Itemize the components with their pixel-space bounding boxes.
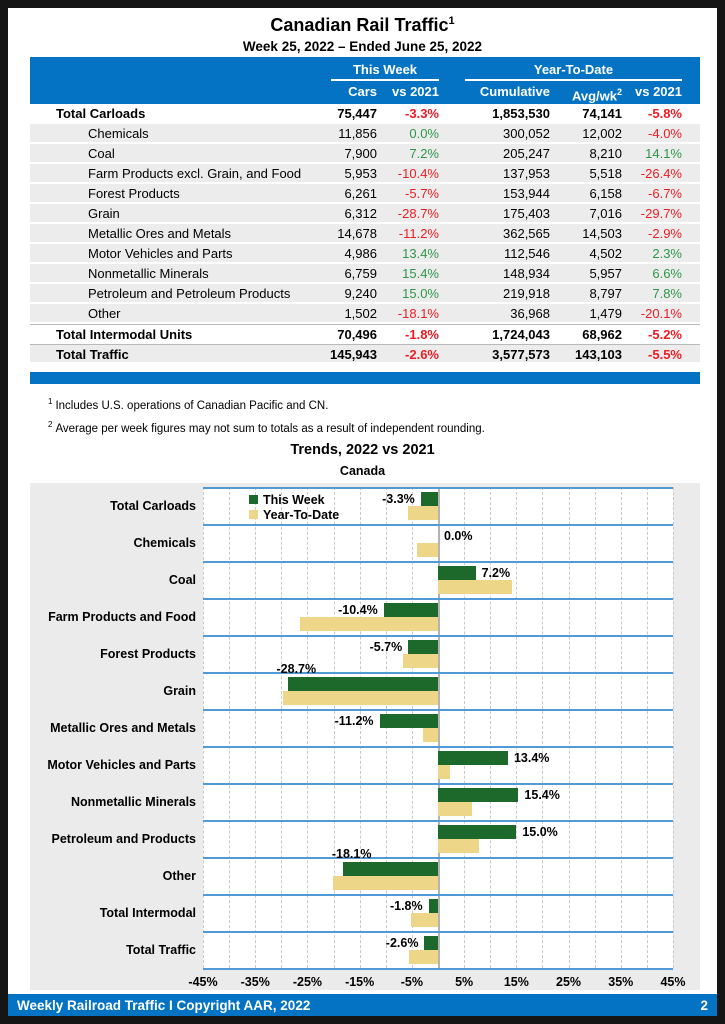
year-to-date-group-header: Year-To-Date — [465, 62, 682, 81]
gridline — [673, 487, 674, 968]
category-label: Total Intermodal — [99, 905, 196, 920]
chart-band — [203, 709, 673, 746]
row-label: Forest Products — [88, 186, 180, 201]
table-row — [30, 144, 700, 164]
year-to-date-bar — [411, 913, 438, 927]
chart-band — [203, 598, 673, 635]
footnote-marker: 2 — [48, 419, 53, 429]
chart-band — [203, 894, 673, 931]
row-label: Total Intermodal Units — [56, 327, 193, 342]
cumulative-value: 219,918 — [503, 286, 550, 301]
cumulative-value: 36,968 — [510, 306, 550, 321]
cumulative-value: 153,944 — [503, 186, 550, 201]
category-label: Forest Products — [100, 646, 196, 661]
footer-text: Weekly Railroad Traffic I Copyright AAR, 2022 — [17, 997, 311, 1013]
ytd-vs2021-value: -29.7% — [640, 206, 682, 221]
row-label: Total Traffic — [56, 347, 129, 362]
week-vs2021-column-header: vs 2021 — [392, 84, 439, 99]
ytd-vs2021-value: -26.4% — [640, 166, 682, 181]
avg-wk-value: 14,503 — [582, 226, 622, 241]
table-body — [30, 104, 700, 364]
cumulative-value: 362,565 — [503, 226, 550, 241]
this-week-bar — [424, 936, 438, 950]
this-week-bar — [438, 825, 516, 839]
cars-value: 6,261 — [344, 186, 377, 201]
cumulative-value: 1,724,043 — [492, 327, 550, 342]
week-vs2021-value: -10.4% — [397, 166, 439, 181]
category-label: Chemicals — [133, 535, 196, 550]
ytd-vs2021-value: -20.1% — [640, 306, 682, 321]
page-title-text: Canadian Rail Traffic — [270, 15, 449, 35]
bar-value-label: 15.4% — [524, 788, 560, 802]
ytd-vs2021-value: -2.9% — [648, 226, 682, 241]
footnote: $^2$ Average per week figures may not sum to totals as a result of independent rounding. — [48, 419, 485, 435]
avg-wk-value: 5,518 — [589, 166, 622, 181]
this-week-bar — [438, 788, 518, 802]
cars-value: 14,678 — [337, 226, 377, 241]
row-label: Farm Products excl. Grain, and Food — [88, 166, 302, 181]
cars-value: 6,312 — [344, 206, 377, 221]
week-vs2021-value: -28.7% — [397, 206, 439, 221]
bar-value-label: -11.2% — [334, 714, 374, 728]
chart-band — [203, 783, 673, 820]
year-to-date-bar — [438, 802, 472, 816]
chart-plot-area — [203, 487, 673, 970]
this-week-bar — [288, 677, 438, 691]
week-vs2021-value: 15.4% — [402, 266, 439, 281]
avg-wk-value: 7,016 — [589, 206, 622, 221]
row-label: Motor Vehicles and Parts — [88, 246, 233, 261]
bar-value-label: -5.7% — [369, 640, 403, 654]
cumulative-value: 175,403 — [503, 206, 550, 221]
this-week-swatch-icon — [249, 495, 258, 504]
year-to-date-bar — [300, 617, 438, 631]
cars-value: 7,900 — [344, 146, 377, 161]
category-label: Other — [162, 868, 196, 883]
table-row — [30, 264, 700, 284]
cumulative-value: 148,934 — [503, 266, 550, 281]
table-row — [30, 124, 700, 144]
table-row — [30, 324, 700, 344]
this-week-bar — [438, 751, 508, 765]
bar-value-label: -18.1% — [331, 847, 372, 861]
chart-band — [203, 931, 673, 968]
year-to-date-bar — [417, 543, 438, 557]
x-tick-label: -5% — [400, 975, 423, 989]
cumulative-value: 3,577,573 — [492, 347, 550, 362]
x-tick-label: -25% — [292, 975, 323, 989]
this-week-bar — [380, 714, 438, 728]
chart-category-labels — [30, 487, 196, 968]
row-label: Other — [88, 306, 121, 321]
bar-value-label: -2.6% — [385, 936, 419, 950]
bar-value-label: -3.3% — [382, 492, 415, 506]
this-week-bar — [384, 603, 438, 617]
week-vs2021-value: -18.1% — [397, 306, 439, 321]
row-label: Nonmetallic Minerals — [88, 266, 209, 281]
traffic-table — [30, 57, 700, 364]
year-to-date-swatch-icon — [249, 510, 258, 519]
ytd-vs2021-value: 7.8% — [652, 286, 682, 301]
row-label: Grain — [88, 206, 120, 221]
week-vs2021-value: 13.4% — [402, 246, 439, 261]
week-vs2021-value: -3.3% — [405, 106, 439, 121]
ytd-vs2021-column-header: vs 2021 — [635, 84, 682, 99]
legend-item-ytd — [249, 507, 339, 522]
chart-band — [203, 746, 673, 783]
footnotes — [48, 397, 485, 443]
chart-title: Trends, 2022 vs 2021 — [290, 442, 435, 458]
chart-band — [203, 847, 673, 894]
ytd-vs2021-value: -5.2% — [648, 327, 682, 342]
x-tick-label: 45% — [660, 975, 686, 989]
avg-wk-value: 74,141 — [582, 106, 622, 121]
cumulative-column-header: Cumulative — [479, 84, 550, 99]
ytd-vs2021-value: 14.1% — [645, 146, 682, 161]
x-tick-label: -45% — [188, 975, 218, 989]
table-row — [30, 284, 700, 304]
cars-value: 11,856 — [338, 126, 377, 141]
category-label: Coal — [168, 572, 196, 587]
cars-value: 70,496 — [337, 327, 377, 342]
trends-chart — [30, 483, 700, 990]
table-header — [30, 57, 700, 104]
ytd-vs2021-value: 2.3% — [652, 246, 682, 261]
chart-band — [203, 820, 673, 857]
this-week-bar — [421, 492, 438, 506]
category-label: Nonmetallic Minerals — [70, 794, 196, 809]
page-number: 2 — [700, 997, 708, 1013]
ytd-vs2021-value: 6.6% — [652, 266, 682, 281]
year-to-date-bar — [438, 839, 479, 853]
cars-value: 1,502 — [344, 306, 377, 321]
x-tick-label: -15% — [345, 975, 375, 989]
cars-value: 5,953 — [344, 166, 377, 181]
year-to-date-bar — [408, 506, 438, 520]
x-tick-label: 5% — [455, 975, 474, 989]
category-label: Total Traffic — [126, 942, 196, 957]
cumulative-value: 205,247 — [503, 146, 550, 161]
chart-bands — [203, 487, 673, 968]
ytd-vs2021-value: -6.7% — [648, 186, 682, 201]
chart-band — [203, 662, 673, 709]
week-vs2021-value: -2.6% — [405, 347, 439, 362]
x-tick-label: 15% — [503, 975, 529, 989]
this-week-bar — [438, 566, 476, 580]
category-label: Motor Vehicles and Parts — [47, 757, 196, 772]
category-label: Petroleum and Products — [51, 831, 196, 846]
bar-value-label: 13.4% — [513, 751, 550, 765]
footnote-marker: 1 — [48, 397, 53, 406]
footnote: $^1$ Includes U.S. operations of Canadian Pacific and CN. — [48, 397, 329, 412]
cumulative-value: 112,546 — [503, 246, 550, 261]
category-label: Grain — [163, 683, 196, 698]
avg-wk-value: 143,103 — [575, 347, 622, 362]
page-title — [8, 15, 717, 36]
week-vs2021-value: -1.8% — [405, 327, 439, 342]
avg-wk-value: 8,210 — [589, 146, 622, 161]
table-row — [30, 244, 700, 264]
avg-wk-value: 5,957 — [589, 266, 622, 281]
legend-item-this-week — [249, 492, 339, 507]
chart-band — [203, 635, 673, 672]
footer-bar — [8, 994, 717, 1016]
cars-value: 6,759 — [344, 266, 377, 281]
avg-wk-label: Avg/wk — [571, 88, 617, 104]
avg-wk-value: 4,502 — [589, 246, 622, 261]
chart-x-axis — [188, 975, 686, 990]
table-column-header-row — [30, 81, 700, 104]
cumulative-value: 137,953 — [503, 166, 550, 181]
week-vs2021-value: 15.0% — [402, 286, 439, 301]
report-page — [8, 8, 717, 1016]
x-tick-label: 35% — [608, 975, 634, 989]
this-week-group-header: This Week — [331, 62, 439, 81]
week-vs2021-value: 7.2% — [409, 146, 439, 161]
avg-wk-value: 6,158 — [589, 186, 622, 201]
table-row — [30, 104, 700, 124]
cumulative-value: 300,052 — [503, 126, 550, 141]
year-to-date-bar — [283, 691, 438, 705]
legend-ytd-label: Year-To-Date — [263, 507, 340, 522]
table-row — [30, 164, 700, 184]
year-to-date-bar — [423, 728, 438, 742]
chart-band — [203, 561, 673, 598]
table-row — [30, 224, 700, 244]
table-row — [30, 344, 700, 364]
this-week-bar — [343, 862, 438, 876]
bar-value-label: -1.8% — [389, 899, 423, 913]
ytd-vs2021-value: -4.0% — [648, 126, 682, 141]
bar-value-label: 15.0% — [522, 825, 558, 839]
cars-value: 75,447 — [337, 106, 377, 121]
table-row — [30, 204, 700, 224]
cars-column-header: Cars — [348, 84, 377, 99]
table-row — [30, 304, 700, 324]
year-to-date-bar — [403, 654, 438, 668]
row-label: Petroleum and Petroleum Products — [88, 286, 291, 301]
chart-subtitle: Canada — [339, 464, 386, 478]
page-subtitle: Week 25, 2022 – Ended June 25, 2022 — [242, 39, 483, 54]
week-vs2021-value: 0.0% — [409, 126, 439, 141]
row-label: Metallic Ores and Metals — [88, 226, 232, 241]
this-week-bar — [429, 899, 438, 913]
row-label: Coal — [88, 146, 115, 161]
cars-value: 145,943 — [330, 347, 377, 362]
bar-value-label: -10.4% — [338, 603, 378, 617]
legend-this-week-label: This Week — [263, 492, 325, 507]
avg-wk-value: 1,479 — [589, 306, 622, 321]
row-label: Total Carloads — [56, 106, 146, 121]
bar-value-label: 0.0% — [444, 529, 473, 543]
bar-value-label: 7.2% — [481, 566, 511, 580]
title-footnote-marker: 1 — [448, 15, 455, 27]
cars-value: 4,986 — [344, 246, 377, 261]
category-label: Metallic Ores and Metals — [50, 720, 196, 735]
category-label: Farm Products and Food — [48, 609, 196, 624]
this-week-bar — [408, 640, 438, 654]
table-row — [30, 184, 700, 204]
x-tick-label: 25% — [556, 975, 582, 989]
avg-wk-value: 8,797 — [589, 286, 622, 301]
cars-value: 9,240 — [344, 286, 377, 301]
row-label: Chemicals — [88, 126, 149, 141]
table-group-header-row — [30, 57, 700, 81]
avg-wk-value: 68,962 — [582, 327, 622, 342]
year-to-date-bar — [333, 876, 438, 890]
avg-wk-value: 12,002 — [582, 126, 622, 141]
x-tick-label: -35% — [240, 975, 270, 989]
ytd-vs2021-value: -5.5% — [648, 347, 682, 362]
year-to-date-bar — [409, 950, 438, 964]
week-vs2021-value: -11.2% — [398, 226, 439, 241]
ytd-vs2021-value: -5.8% — [648, 106, 682, 121]
avg-wk-footnote-marker: 2 — [616, 87, 622, 97]
chart-band — [203, 524, 673, 561]
chart-legend — [249, 492, 339, 522]
bar-value-label: -28.7% — [276, 662, 317, 676]
table-bottom-band — [30, 372, 700, 384]
year-to-date-bar — [438, 765, 450, 779]
week-vs2021-value: -5.7% — [405, 186, 439, 201]
cumulative-value: 1,853,530 — [492, 106, 550, 121]
year-to-date-bar — [438, 580, 512, 594]
category-label: Total Carloads — [110, 498, 196, 513]
